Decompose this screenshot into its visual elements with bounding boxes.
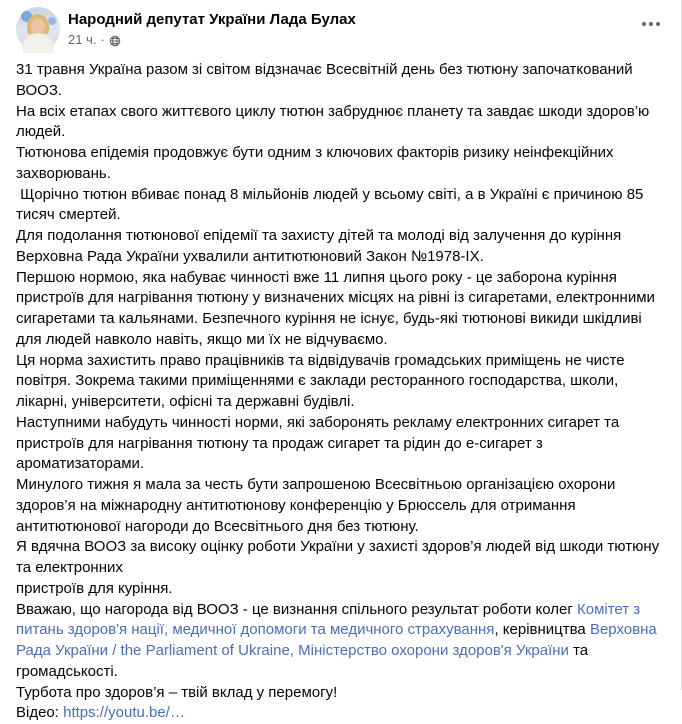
more-options-button[interactable] — [635, 12, 667, 36]
avatar-backdrop-logo2-icon — [48, 17, 56, 25]
ellipsis-dot-icon — [656, 22, 660, 26]
post-paragraph — [16, 351, 665, 413]
post-paragraph-truncated — [16, 703, 665, 724]
post-inline-link[interactable]: Комітет з питань здоров'я нації, медичної допомоги та медичного страхування — [16, 600, 645, 639]
post-text-segment: Минулого тижня я мала за честь бути запрошеною Всесвітньою організацією охорони здоров’я на міжнародну антитютюнову конференцію у Брюссель для отримання антитютюнової нагороди до Всесвітнього дня без тютюну. — [16, 476, 620, 535]
post-paragraph — [16, 579, 665, 600]
ellipsis-dot-icon — [642, 22, 646, 26]
post-text-segment: Вважаю, що нагорода від ВООЗ - це визнання спільного результат роботи колег — [16, 600, 577, 618]
post-inline-link[interactable]: Верховна Рада України / the Parliament of Ukraine, — [16, 621, 661, 659]
post-text-segment: Я вдячна ВООЗ за високу оцінку роботи України у захисті здоров’я людей від шкоди тютюну та електронних — [16, 538, 664, 576]
post-text-segment: Тютюнова епідемія продовжує бути одним з ключових факторів ризику неінфекційних захворювань. — [16, 144, 618, 182]
post-paragraph — [16, 102, 665, 144]
ellipsis-dot-icon — [649, 22, 653, 26]
post-timestamp[interactable]: 21 ч. — [68, 32, 97, 47]
globe-icon — [109, 34, 121, 46]
post-text-segment: Щорічно тютюн вбиває понад 8 мільйонів людей у всьому світі, а в Україні є причиною 85 тисяч смертей. — [16, 185, 648, 224]
post-text-segment: Відео: — [16, 704, 64, 722]
post-text-segment: пристроїв для куріння. — [16, 579, 173, 597]
post-text-segment: Турбота про здоров’я – твій вклад у перемогу! — [16, 683, 338, 701]
post-paragraph — [16, 268, 665, 351]
profile-avatar[interactable] — [16, 7, 60, 51]
post-inline-link[interactable]: Міністерство охорони здоров'я України — [298, 642, 569, 659]
post-paragraph — [16, 475, 665, 537]
post-text-body — [0, 57, 681, 724]
post-paragraph — [16, 226, 665, 268]
post-paragraph — [16, 600, 665, 683]
post-meta-row — [68, 31, 356, 48]
post-paragraph — [16, 185, 665, 227]
post-text-segment: 31 травня Україна разом зі світом відзначає Всесвітній день без тютюну започаткований ВООЗ. — [16, 61, 637, 99]
post-paragraph — [16, 537, 665, 579]
post-text-segment: Наступними набудуть чинності норми, які заборонять рекламу електронних сигарет та пристроїв для нагрівання тютюну та продаж сигарет та рідин до е-сигарет з ароматизаторами. — [16, 413, 624, 473]
post-paragraph — [16, 143, 665, 185]
post-text-segment: та громадськості. — [16, 642, 593, 680]
author-name-link[interactable]: Народний депутат України Лада Булах — [68, 11, 356, 28]
avatar-body-shape — [23, 33, 53, 53]
post-paragraph — [16, 60, 665, 102]
post-inline-link[interactable]: https://youtu.be/… — [63, 704, 185, 722]
post-text-segment: На всіх етапах свого життєвого циклу тютюн забруднює планету та завдає шкоди здоров’ю людей. — [16, 102, 654, 141]
avatar-face-shape — [31, 18, 45, 34]
post-paragraph — [16, 683, 665, 704]
post-header — [0, 0, 681, 57]
post-paragraph — [16, 413, 665, 475]
post-text-segment: , керівництва — [494, 621, 590, 639]
post-text-segment: Першою нормою, яка набуває чинності вже 11 липня цього року - це заборона куріння пристроїв для нагрівання тютюну у визначених місцях на рівні із сигаретами, електронними сигаретами та кальянами. Безпечного куріння не існує, будь-які тютюнові викиди шкідливі для людей навколо навіть, якщо ми їх не відчуваємо. — [16, 268, 660, 348]
post-text-segment: Для подолання тютюнової епідемії та захисту дітей та молоді від залучення до куріння Верховна Рада України ухвалили антитютюновий Закон №1978-IX. — [16, 227, 626, 265]
post-text-segment: Ця норма захистить право працівників та відвідувачів громадських приміщень не чисте повітря. Зокрема такими приміщеннями є заклади ресторанного господарства, школи, лікарні, університети, офісні та державні будівлі. — [16, 351, 629, 410]
meta-separator: · — [100, 32, 105, 47]
post-header-text — [68, 7, 356, 48]
